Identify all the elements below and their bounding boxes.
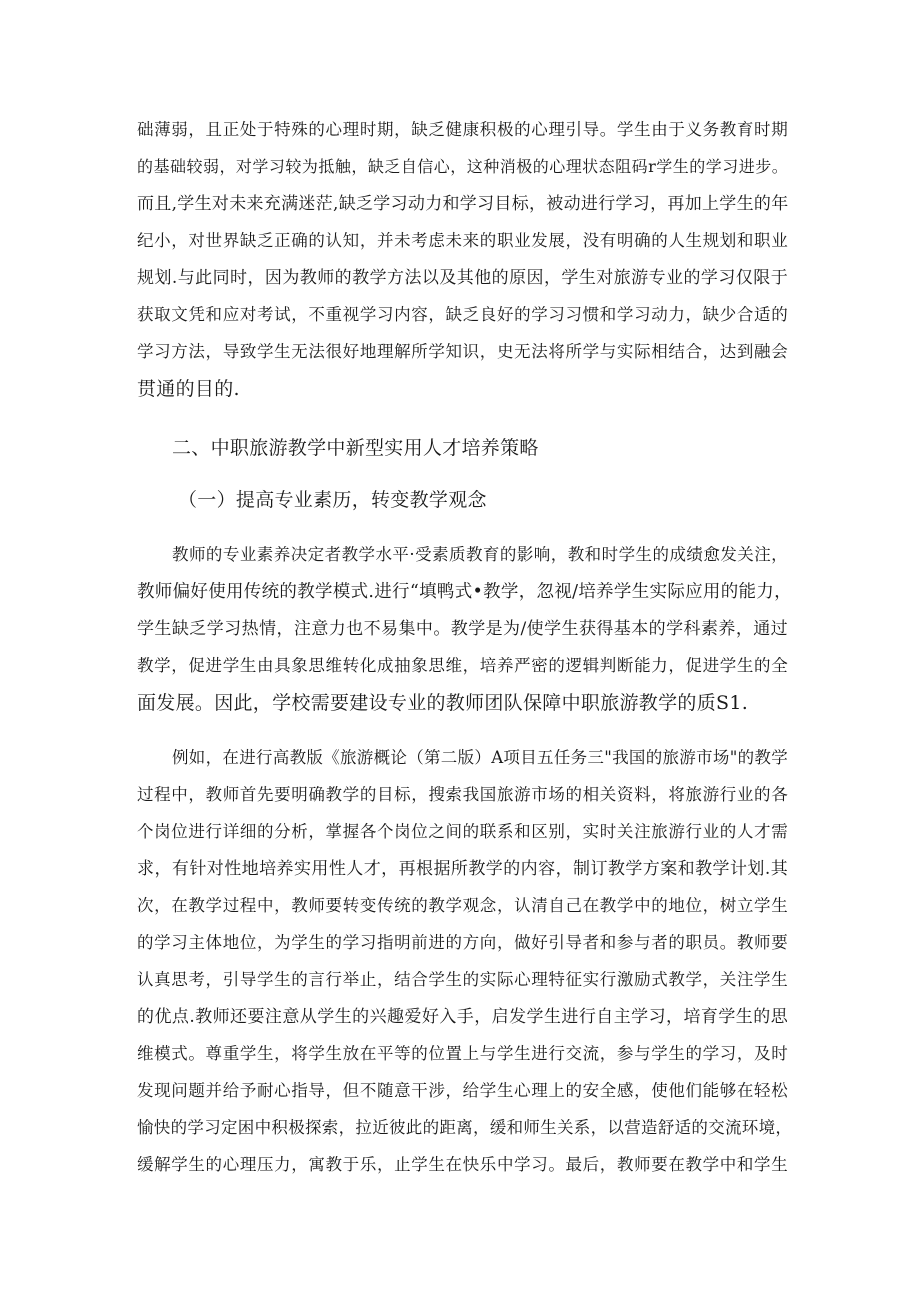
paragraph-3-line: 发现问题并给予耐心指导，但不随意干涉，给学生心理上的安全感，使他们能够在轻松 [137,1081,788,1100]
paragraph-3-line: 求，有针对性地培养实用性人才，再根据所教学的内容，制订教学方案和教学计划.其 [137,859,788,879]
paragraph-3-line: 愉快的学习定困中积极探索，拉近彼此的距离，缓和师生关系，以营造舒适的交流环境， [137,1118,793,1137]
paragraph-3-line: 认真思考，引导学生的言行举止，结合学生的实际心理特征实行激励式教学，关注学生 [137,970,788,989]
paragraph-1-line: 而且,学生对未来充满迷茫,缺乏学习动力和学习目标，被动进行学习，再加上学生的年 [137,194,789,214]
paragraph-1-line: 础薄弱，且正处于特殊的心理时期，缺乏健康积极的心理引导。学生由于义务教育时期 [137,120,788,139]
paragraph-3-line: 缓解学生的心理压力，寓教于乐，止学生在快乐中学习。最后，教师要在教学中和学生 [137,1155,788,1174]
paragraph-2-line: 教师的专业素养决定者教学水平·受素质教育的影响，教和时学生的成绩愈发关注， [172,545,788,564]
paragraph-3-line: 的学习主体地位，为学生的学习指明前进的方向，做好引导者和参与者的职员。教师要 [137,933,788,952]
paragraph-3-line: 维模式。尊重学生，将学生放在平等的位置上与学生进行交流，参与学生的学习，及时 [137,1044,788,1063]
paragraph-2-line: 学生缺乏学习热情，注意力也不易集中。教学是为/使学生获得基本的学科素养，通过 [137,619,788,639]
paragraph-3-line: 个岗位进行详细的分析，掌握各个岗位之间的联系和区别，实时关注旅游行业的人才需 [137,822,788,841]
paragraph-1-line: 学习方法，导致学生无法很好地理解所学知识，史无法将所学与实际相结合，达到融会 [137,342,788,361]
paragraph-2-line: 面发展。因此，学校需要建设专业的教师团队保障中职旅游教学的质S1. [137,692,749,714]
paragraph-3-line: 例如，在进行高教版《旅游概论（第二版）A项目五任务三"我国的旅游市场"的教学 [172,748,788,767]
paragraph-1-line: 获取文凭和应对考试，不重视学习内容，缺乏良好的学习习惯和学习动力，缺少合适的 [137,305,788,324]
paragraph-3-line: 的优点.教师还要注意从学生的兴趣爱好入手，启发学生进行自主学习，培育学生的思 [137,1007,788,1027]
section-heading: 二、中职旅游教学中新型实用人才培养策略 [172,437,539,459]
paragraph-3-line: 次，在教学过程中，教师要转变传统的教学观念，认清自己在教学中的地位，树立学生 [137,896,788,915]
paragraph-2-line: 教学，促进学生由具象思维转化成抽象思维，培养严密的逻辑判断能力，促进学生的全 [137,656,788,675]
paragraph-2-line: 教师偏好使用传统的教学模式.进行“填鸭式•教学，忽视/培养学生实际应用的能力， [137,582,792,602]
paragraph-1-line: 规划.与此同时，因为教师的教学方法以及其他的原因，学生对旅游专业的学习仅限于 [137,268,788,288]
paragraph-1-line: 的基础较弱，对学习较为抵触，缺乏自信心，这种消极的心理状态阻码r学生的学习进步。 [137,157,788,176]
paragraph-3-line: 过程中，教师首先要明确教学的目标，搜索我国旅游市场的相关资料，将旅游行业的各 [137,785,788,804]
paragraph-1-line: 纪小，对世界缺乏正确的认知，并未考虑未来的职业发展，没有明确的人生规划和职业 [137,231,788,250]
subsection-heading: （一）提高专业素历，转变教学观念 [178,489,487,511]
paragraph-1-line: 贯通的目的. [137,378,240,400]
